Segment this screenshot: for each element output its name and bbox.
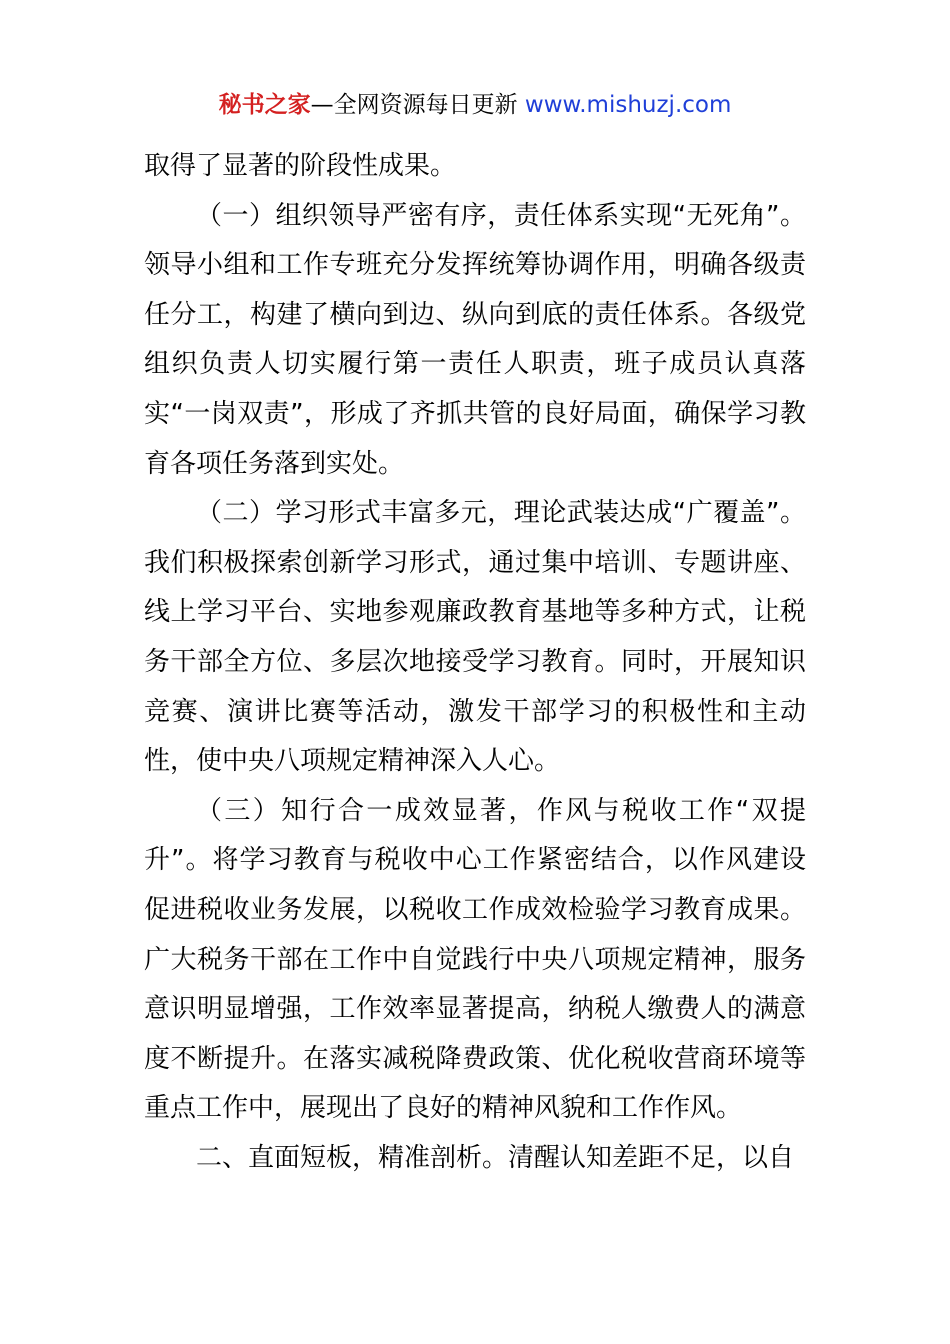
- paragraph-continuation: 取得了显著的阶段性成果。: [144, 151, 457, 181]
- document-body: [144, 142, 806, 1183]
- brand-name: 秘书之家: [218, 92, 311, 118]
- page-header: [0, 88, 950, 122]
- paragraph-section-1: （一）组织领导严密有序，责任体系实现“无死角”。领导小组和工作专班充分发挥统筹协调作用，明确各级责任分工，构建了横向到边、纵向到底的责任体系。各级党组织负责人切实履行第一责任人职责，班子成员认真落实“一岗双责”，形成了齐抓共管的良好局面，确保学习教育各项任务落到实处。: [144, 200, 806, 479]
- header-slogan: —全网资源每日更新: [310, 92, 518, 118]
- paragraph-section-2: （二）学习形式丰富多元，理论武装达成“广覆盖”。我们积极探索创新学习形式，通过集中培训、专题讲座、线上学习平台、实地参观廉政教育基地等多种方式，让税务干部全方位、多层次地接受学习教育。同时，开展知识竞赛、演讲比赛等活动，激发干部学习的积极性和主动性，使中央八项规定精神深入人心。: [144, 498, 806, 777]
- paragraph-section-3: （三）知行合一成效显著，作风与税收工作“双提升”。将学习教育与税收中心工作紧密结合，以作风建设促进税收业务发展，以税收工作成效检验学习教育成果。广大税务干部在工作中自觉践行中央八项规定精神，服务意识明显增强，工作效率显著提高，纳税人缴费人的满意度不断提升。在落实减税降费政策、优化税收营商环境等重点工作中，展现出了良好的精神风貌和工作作风。: [144, 795, 806, 1124]
- website-link[interactable]: www.mishuzj.com: [524, 92, 732, 118]
- paragraph-heading-2: 二、直面短板，精准剖析。清醒认知差距不足，以自: [196, 1142, 795, 1173]
